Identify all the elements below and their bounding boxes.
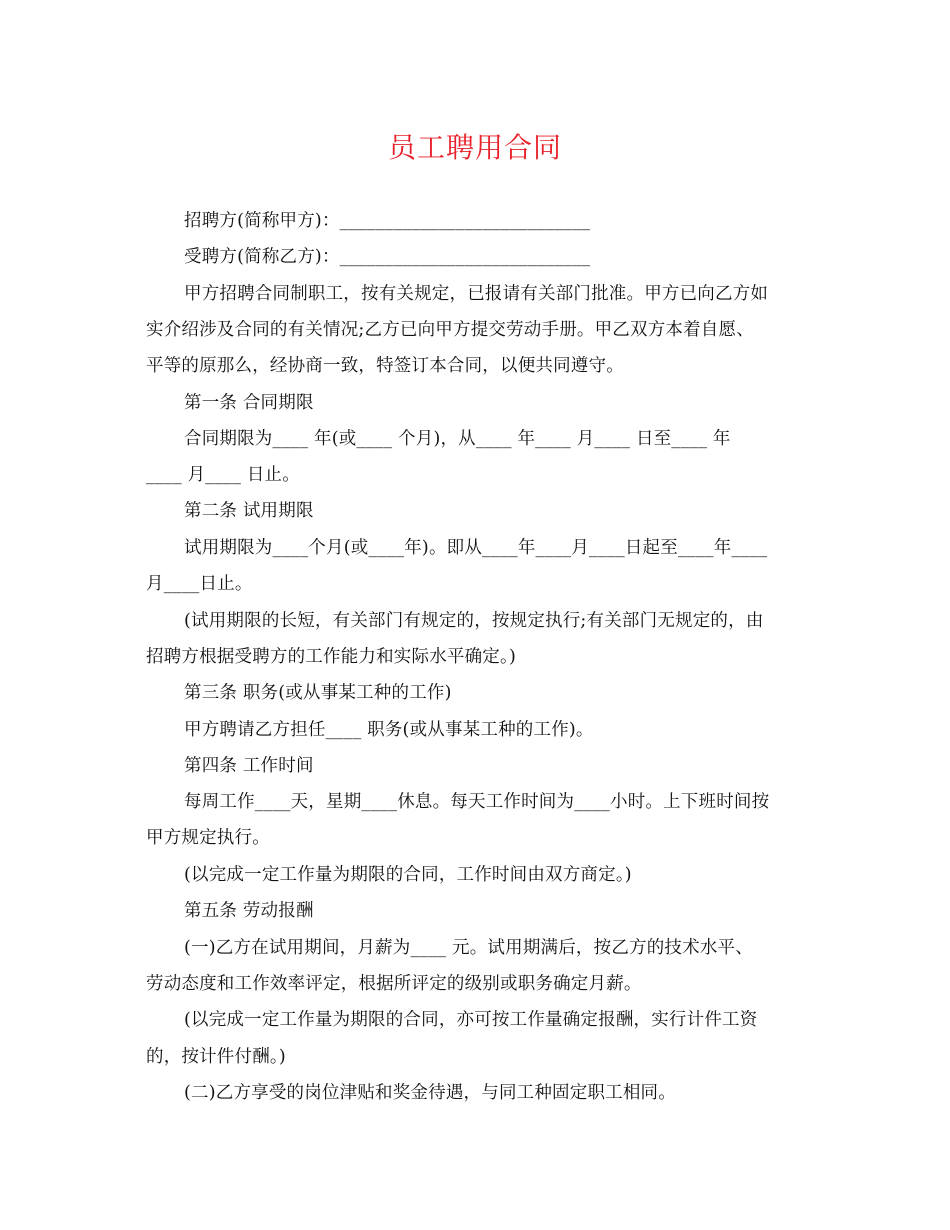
body-line: 的，按计件付酬。) xyxy=(146,1047,286,1067)
body-line: 第四条 工作时间 xyxy=(184,756,314,776)
document-title: 员工聘用合同 xyxy=(387,131,562,164)
body-line: 甲方招聘合同制职工，按有关规定，已报请有关部门批准。甲方已向乙方如 xyxy=(184,284,769,304)
body-line: 甲方聘请乙方担任____ 职务(或从事某工种的工作)。 xyxy=(184,720,594,740)
body-line: 劳动态度和工作效率评定，根据所评定的级别或职务确定月薪。 xyxy=(146,974,642,994)
body-line: 招聘方(简称甲方)：____________________________ xyxy=(184,211,591,231)
body-line: 招聘方根据受聘方的工作能力和实际水平确定。) xyxy=(146,647,516,667)
body-line: 实介绍涉及合同的有关情况;乙方已向甲方提交劳动手册。甲乙双方本着自愿、 xyxy=(146,320,754,340)
body-line: 第二条 试用期限 xyxy=(184,501,314,521)
body-line: 合同期限为____ 年(或____ 个月)，从____ 年____ 月____ 日至____ 年 xyxy=(184,429,731,449)
body-line: 第五条 劳动报酬 xyxy=(184,901,314,921)
body-line: 试用期限为____个月(或____年)。即从____年____月____日起至____年____ xyxy=(184,538,768,558)
body-line: (以完成一定工作量为期限的合同，亦可按工作量确定报酬，实行计件工资 xyxy=(184,1010,758,1030)
body-line: ____ 月____ 日止。 xyxy=(146,465,300,485)
body-line: (以完成一定工作量为期限的合同，工作时间由双方商定。) xyxy=(184,865,632,885)
body-line: (一)乙方在试用期间，月薪为____ 元。试用期满后，按乙方的技术水平、 xyxy=(184,938,753,958)
body-line: (试用期限的长短，有关部门有规定的，按规定执行;有关部门无规定的，由 xyxy=(184,611,764,631)
body-line: 受聘方(简称乙方)：____________________________ xyxy=(184,247,591,267)
body-line: 平等的原那么，经协商一致，特签订本合同，以便共同遵守。 xyxy=(146,356,624,376)
body-line: 每周工作____天，星期____休息。每天工作时间为____小时。上下班时间按 xyxy=(184,792,770,812)
body-line: 第一条 合同期限 xyxy=(184,393,314,413)
body-line: 第三条 职务(或从事某工种的工作) xyxy=(184,683,452,703)
body-line: 月____日止。 xyxy=(146,574,253,594)
body-line: (二)乙方享受的岗位津贴和奖金待遇，与同工种固定职工相同。 xyxy=(184,1083,676,1103)
body-line: 甲方规定执行。 xyxy=(146,828,270,848)
